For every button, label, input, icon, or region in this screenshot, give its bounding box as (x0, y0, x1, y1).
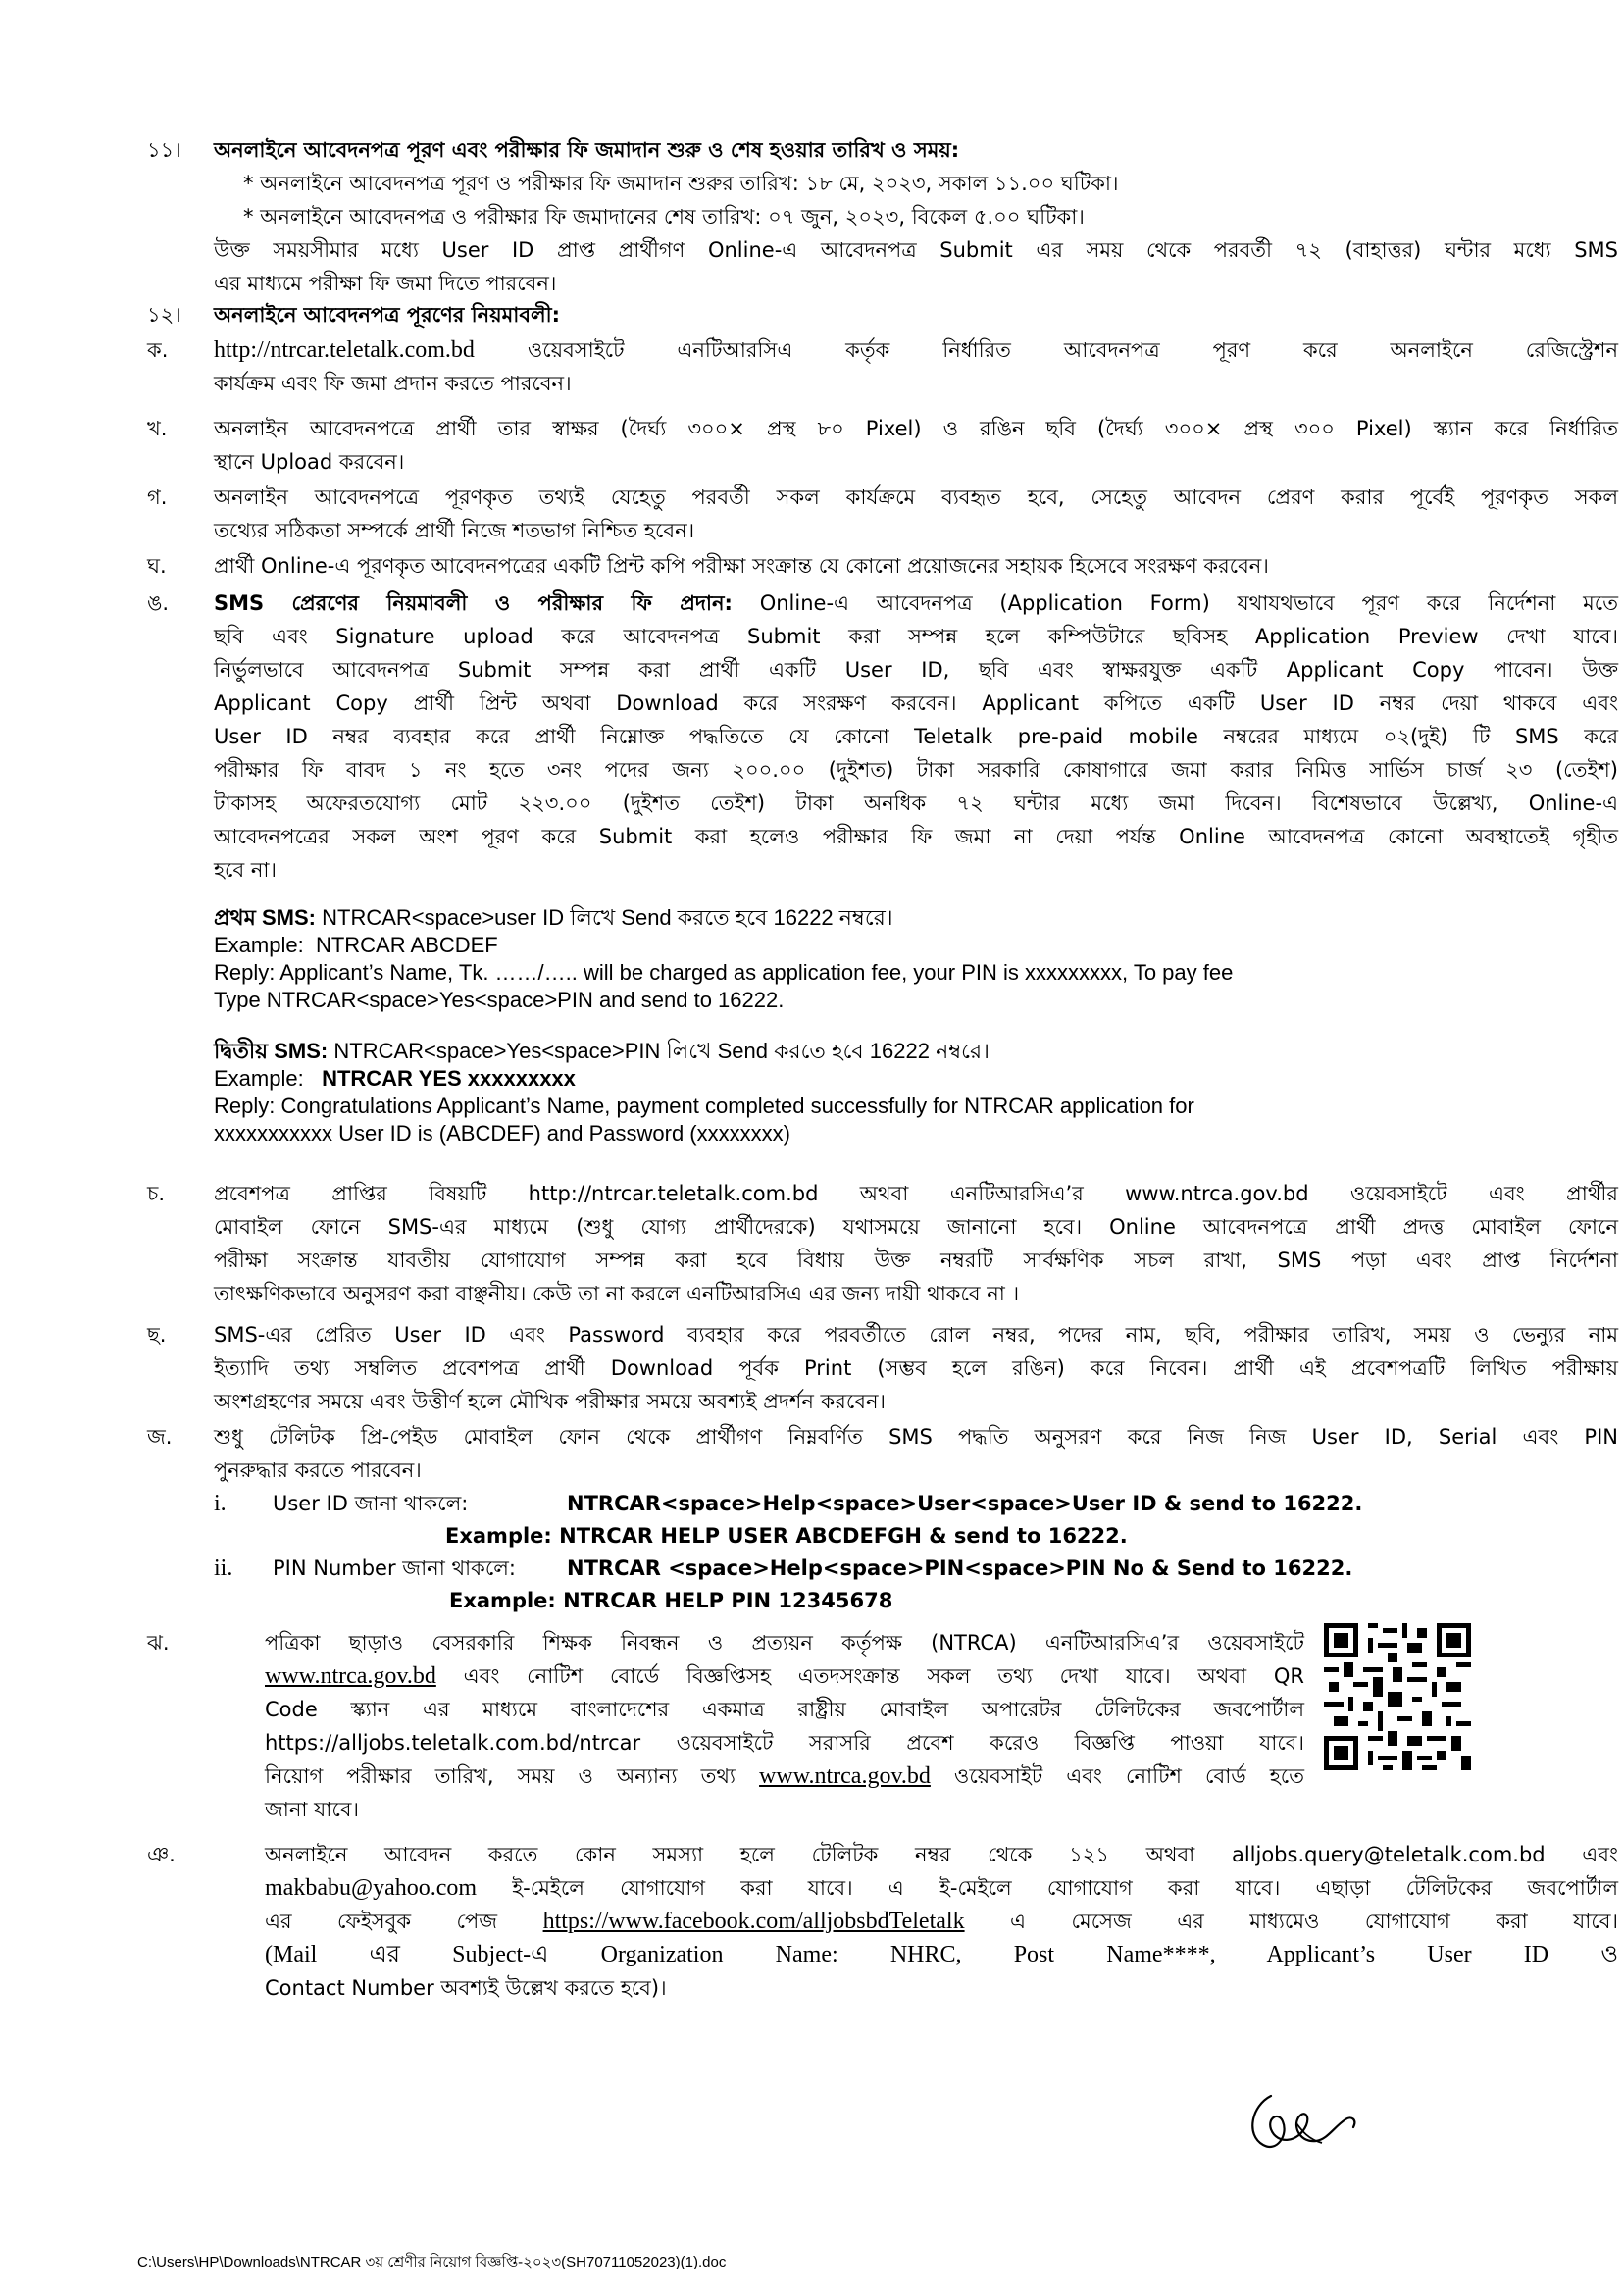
recovery-label: User ID জানা থাকলে: (273, 1492, 469, 1515)
reply-text: Type NTRCAR<space>Yes<space>PIN and send to 16222. (214, 988, 785, 1012)
item-text: তাৎক্ষণিকভাবে অনুসরণ করা বাঞ্ছনীয়। কেউ তা না করলে এনটিআরসিএ এর জন্য দায়ী থাকবে না । (214, 1282, 1020, 1305)
item-text: Applicant Copy প্রার্থী প্রিন্ট অথবা Download করে সংরক্ষণ করবেন। Applicant কপিতে একটি User ID নম্বর দেয়া থাকবে এবং (214, 691, 1618, 715)
recovery-label: PIN Number জানা থাকলে: (273, 1556, 516, 1580)
item-mark: ঘ. (147, 554, 167, 578)
section-heading: অনলাইনে আবেদনপত্র পূরণ এবং পরীক্ষার ফি জমাদান শুরু ও শেষ হওয়ার তারিখ ও সময়: (214, 138, 960, 162)
item-mark: ঙ. (147, 591, 170, 615)
item-mark: জ. (147, 1425, 173, 1449)
item-mark: ক. (147, 338, 169, 362)
first-sms-block (214, 904, 1489, 1014)
start-date: * অনলাইনে আবেদনপত্র পূরণ ও পরীক্ষার ফি জমাদান শুরুর তারিখ: ১৮ মে, ২০২৩, সকাল ১১.০০ ঘটিকা। (243, 172, 1119, 195)
note-line: উক্ত সময়সীমার মধ্যে User ID প্রাপ্ত প্রার্থীগণ Online-এ আবেদনপত্র Submit এর সময় থেকে পরবর্তী ৭২ (বাহাত্তর) ঘন্টার মধ্যে SMS (214, 238, 1618, 262)
item-mark: ঝ. (147, 1631, 170, 1655)
reply-text: Reply: Applicant’s Name, Tk. ……/….. will be charged as application fee, your PIN is xxxxxxxxx, To pay fee (214, 960, 1234, 985)
item-text: অংশগ্রহণের সময়ে এবং উত্তীর্ণ হলে মৌখিক পরীক্ষার সময়ে অবশ্যই প্রদর্শন করবেন। (214, 1390, 886, 1413)
sms-instruction: NTRCAR<space>user ID লিখে Send করতে হবে 16222 নম্বরে। (316, 905, 893, 930)
item-mark: গ. (147, 485, 168, 509)
reply-text: xxxxxxxxxxx User ID is (ABCDEF) and Password (xxxxxxxx) (214, 1121, 790, 1146)
item-text: Code স্ক্যান এর মাধ্যমে বাংলাদেশের একমাত্র রাষ্ট্রীয় মোবাইল অপারেটর টেলিটকের জবপোর্টাল (265, 1698, 1304, 1721)
item-text: অনলাইন আবেদনপত্রে পূরণকৃত তথ্যই যেহেতু পরবর্তী সকল কার্যক্রমে ব্যবহৃত হবে, সেহেতু আবেদন প্রেরণ করার পূর্বেই পূরণকৃত সকল (214, 485, 1618, 509)
sms-rules-heading: SMS প্রেরণের নিয়মাবলী ও পরীক্ষার ফি প্রদান: (214, 591, 733, 615)
item-text: ওয়েবসাইটে এনটিআরসিএ কর্তৃক নির্ধারিত আবেদনপত্র পূরণ করে অনলাইনে রেজিস্ট্রেশন (474, 338, 1618, 362)
item-text: এর ফেইসবুক পেজ (265, 1910, 543, 1933)
section-heading: অনলাইনে আবেদনপত্র পূরণের নিয়মাবলী: (214, 303, 561, 327)
item-text: আবেদনপত্রের সকল অংশ পূরণ করে Submit করা হলেও পরীক্ষার ফি জমা না দেয়া পর্যন্ত Online আবেদনপত্র কোনো অবস্থাতেই গৃহীত (214, 825, 1618, 848)
recovery-command: NTRCAR <space>Help<space>PIN<space>PIN No & Send to 16222. (567, 1556, 1353, 1580)
item-text: এ মেসেজ এর মাধ্যমেও যোগাযোগ করা যাবে। (964, 1910, 1618, 1933)
item-text: জানা যাবে। (265, 1798, 360, 1821)
item-mark: খ. (147, 417, 168, 440)
example-label: Example: (214, 1066, 304, 1091)
item-text: মোবাইল ফোনে SMS-এর মাধ্যমে (শুধু যোগ্য প্রার্থীদেরকে) যথাসময়ে জানানো হবে। Online আবেদনপত্রে প্রার্থী প্রদত্ত মোবাইল ফোনে (214, 1215, 1618, 1239)
item-text: শুধু টেলিটক প্রি-পেইড মোবাইল ফোন থেকে প্রার্থীগণ নিম্নবর্ণিত SMS পদ্ধতি অনুসরণ করে নিজ নিজ User ID, Serial এবং PIN (214, 1425, 1618, 1449)
item-text: Online-এ আবেদনপত্র (Application Form) যথাযথভাবে পূরণ করে নির্দেশনা মতে (732, 591, 1618, 615)
ntrca-link[interactable]: www.ntrca.gov.bd (265, 1663, 436, 1689)
item-text: তথ্যের সঠিকতা সম্পর্কে প্রার্থী নিজে শতভাগ নিশ্চিত হবেন। (214, 519, 695, 542)
second-sms-block (214, 1038, 1489, 1147)
item-text: স্থানে Upload করবেন। (214, 450, 405, 474)
signature-icon (1238, 2084, 1365, 2163)
teletalk-url[interactable]: http://ntrcar.teletalk.com.bd (214, 337, 475, 363)
item-mark: ছ. (147, 1323, 167, 1347)
recovery-example: Example: NTRCAR HELP PIN 12345678 (449, 1589, 893, 1612)
item-text: ই-মেইলে যোগাযোগ করা যাবে। এ ই-মেইলে যোগাযোগ করা যাবে। এছাড়া টেলিটকের জবপোর্টাল (477, 1876, 1618, 1900)
item-text: প্রবেশপত্র প্রাপ্তির বিষয়টি http://ntrcar.teletalk.com.bd অথবা এনটিআরসিএ’র www.ntrca.gov.bd ওয়েবসাইটে এবং প্রার্থীর (214, 1182, 1618, 1205)
section-number: ১২। (147, 303, 181, 327)
item-text: অনলাইন আবেদনপত্রে প্রার্থী তার স্বাক্ষর (দৈর্ঘ্য ৩০০× প্রস্থ ৮০ Pixel) ও রঙিন ছবি (দৈর্ঘ্য ৩০০× প্রস্থ ৩০০ Pixel) স্ক্যান করে নির্ধারিত (214, 417, 1618, 440)
email-link[interactable]: makbabu@yahoo.com (265, 1875, 478, 1901)
item-text: হবে না। (214, 858, 277, 882)
item-text: পরীক্ষা সংক্রান্ত যাবতীয় যোগাযোগ সম্পন্ন করা হবে বিধায় উক্ত নম্বরটি সার্বক্ষণিক সচল রাখা, SMS পড়া এবং প্রাপ্ত নির্দেশনা (214, 1249, 1618, 1272)
item-text: টাকাসহ অফেরতযোগ্য মোট ২২৩.০০ (দুইশত তেইশ) টাকা অনধিক ৭২ ঘন্টার মধ্যে জমা দিবেন। বিশেষভাবে উল্লেখ্য, Online-এ (214, 791, 1618, 815)
item-text: https://alljobs.teletalk.com.bd/ntrcar ওয়েবসাইটে সরাসরি প্রবেশ করেও বিজ্ঞপ্তি পাওয়া যাবে। (265, 1731, 1304, 1755)
item-text: প্রার্থী Online-এ পূরণকৃত আবেদনপত্রের একটি প্রিন্ট কপি পরীক্ষা সংক্রান্ত যে কোনো প্রয়োজনের সহায়ক হিসেবে সংরক্ষণ করবেন। (214, 554, 1269, 578)
example-value: NTRCAR ABCDEF (315, 933, 498, 957)
list-mark: ii. (214, 1555, 233, 1581)
item-text: Contact Number অবশ্যই উল্লেখ করতে হবে)। (265, 1976, 667, 2000)
item-text: ওয়েবসাইট এবং নোটিশ বোর্ড হতে (930, 1764, 1304, 1788)
note-line: এর মাধ্যমে পরীক্ষা ফি জমা দিতে পারবেন। (214, 272, 557, 295)
item-mark: চ. (147, 1182, 166, 1205)
sms-instruction: NTRCAR<space>Yes<space>PIN লিখে Send করতে হবে 16222 নম্বরে। (328, 1039, 990, 1063)
reply-text: Reply: Congratulations Applicant’s Name, payment completed successfully for NTRCAR application for (214, 1094, 1194, 1118)
item-text: ছবি এবং Signature upload করে আবেদনপত্র Submit করা সম্পন্ন হলে কম্পিউটারে ছবিসহ Application Preview দেখা যাবে। (214, 625, 1618, 648)
item-text: পুনরুদ্ধার করতে পারবেন। (214, 1458, 422, 1482)
item-mark: ঞ. (147, 1843, 176, 1866)
example-label: Example: (214, 933, 304, 957)
item-text: (Mail এর Subject-এ Organization Name: NHRC, Post Name****, Applicant’s User ID ও (265, 1942, 1618, 1967)
item-text: অনলাইনে আবেদন করতে কোন সমস্যা হলে টেলিটক নম্বর থেকে ১২১ অথবা alljobs.query@teletalk.com.bd এবং (265, 1843, 1618, 1866)
item-text: পত্রিকা ছাড়াও বেসরকারি শিক্ষক নিবন্ধন ও প্রত্যয়ন কর্তৃপক্ষ (NTRCA) এনটিআরসিএ’র ওয়েবসাইটে (265, 1631, 1304, 1655)
example-value: NTRCAR YES xxxxxxxxx (322, 1066, 576, 1091)
ntrca-link[interactable]: www.ntrca.gov.bd (759, 1763, 931, 1789)
item-text: পরীক্ষার ফি বাবদ ১ নং হতে ৩নং পদের জন্য ২০০.০০ (দুইশত) টাকা সরকারি কোষাগারে জমা করার নিমিত্ত সার্ভিস চার্জ ২৩ (তেইশ) (214, 758, 1618, 782)
item-text: নির্ভুলভাবে আবেদনপত্র Submit সম্পন্ন করা প্রার্থী একটি User ID, ছবি এবং স্বাক্ষরযুক্ত একটি Applicant Copy পাবেন। উক্ত (214, 658, 1618, 682)
file-path-footer: C:\Users\HP\Downloads\NTRCAR ৩য় শ্রেণীর নিয়োগ বিজ্ঞপ্তি-২০২৩(SH70711052023)(1).doc (137, 2254, 727, 2270)
sms-label: প্রথম SMS: (214, 905, 316, 930)
item-text: User ID নম্বর ব্যবহার করে প্রার্থী নিম্নোক্ত পদ্ধতিতে যে কোনো Teletalk pre-paid mobile নম্বরের মাধ্যমে ০২(দুই) টি SMS করে (214, 725, 1618, 748)
end-date: * অনলাইনে আবেদনপত্র ও পরীক্ষার ফি জমাদানের শেষ তারিখ: ০৭ জুন, ২০২৩, বিকেল ৫.০০ ঘটিকা। (243, 205, 1085, 229)
recovery-example: Example: NTRCAR HELP USER ABCDEFGH & send to 16222. (445, 1524, 1128, 1548)
facebook-link[interactable]: https://www.facebook.com/alljobsbdTeletalk (542, 1909, 965, 1934)
item-text: এবং নোটিশ বোর্ডে বিজ্ঞপ্তিসহ এতদসংক্রান্ত সকল তথ্য দেখা যাবে। অথবা QR (435, 1664, 1304, 1688)
section-number: ১১। (147, 138, 181, 162)
item-text: কার্যক্রম এবং ফি জমা প্রদান করতে পারবেন। (214, 372, 572, 395)
list-mark: i. (214, 1491, 227, 1516)
qr-code-icon (1324, 1623, 1471, 1770)
sms-label: দ্বিতীয় SMS: (214, 1039, 329, 1063)
recovery-command: NTRCAR<space>Help<space>User<space>User ID & send to 16222. (567, 1492, 1363, 1515)
item-text: ইত্যাদি তথ্য সম্বলিত প্রবেশপত্র প্রার্থী Download পূর্বক Print (সম্ভব হলে রঙিন) করে নিবেন। প্রার্থী এই প্রবেশপত্রটি লিখিত পরীক্ষায় (214, 1356, 1618, 1380)
item-text: নিয়োগ পরীক্ষার তারিখ, সময় ও অন্যান্য তথ্য (265, 1764, 760, 1788)
item-text: SMS-এর প্রেরিত User ID এবং Password ব্যবহার করে পরবর্তীতে রোল নম্বর, পদের নাম, ছবি, পরীক্ষার তারিখ, সময় ও ভেন্যুর নাম (214, 1323, 1618, 1347)
